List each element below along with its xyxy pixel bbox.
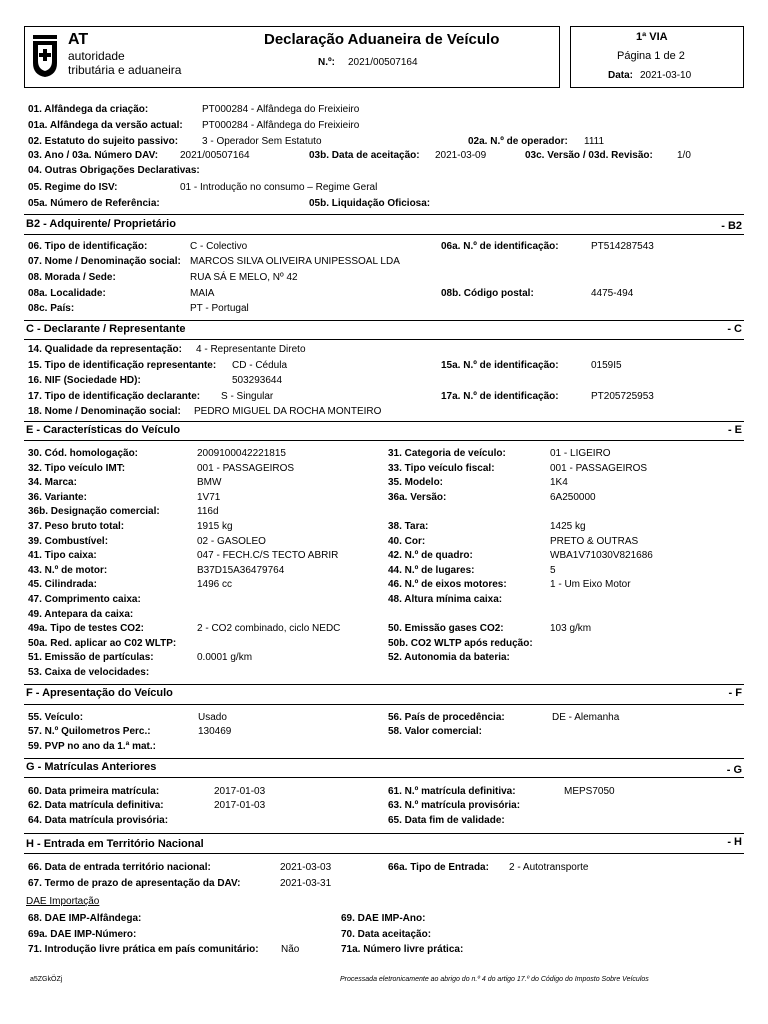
vehicle-row-label-right: 33. Tipo veículo fiscal: xyxy=(388,463,495,474)
field-06-value: C - Colectivo xyxy=(190,241,248,252)
field-64-label: 64. Data matrícula provisória: xyxy=(28,815,169,826)
vehicle-row-label-right: 31. Categoria de veículo: xyxy=(388,448,506,459)
date-value: 2021-03-10 xyxy=(640,70,692,81)
field-08c-value: PT - Portugal xyxy=(190,303,249,314)
vehicle-row-label-left: 51. Emissão de partículas: xyxy=(28,652,154,663)
field-68-label: 68. DAE IMP-Alfândega: xyxy=(28,913,142,924)
field-65-label: 65. Data fim de validade: xyxy=(388,815,505,826)
vehicle-row-value-left: 2009100042221815 xyxy=(197,448,286,459)
vehicle-row-label-left: 50a. Red. aplicar ao C02 WLTP: xyxy=(28,638,177,649)
field-16-value: 503293644 xyxy=(232,375,283,386)
section-h-code: - H xyxy=(727,836,742,848)
vehicle-row-label-left: 34. Marca: xyxy=(28,477,77,488)
field-01-value: PT000284 - Alfândega do Freixieiro xyxy=(202,104,360,115)
field-62-label: 62. Data matrícula definitiva: xyxy=(28,800,164,811)
date-label: Data: xyxy=(608,70,634,81)
number-label: N.º: xyxy=(318,57,335,68)
field-01a-label: 01a. Alfândega da versão actual: xyxy=(28,120,183,131)
section-f-code: - F xyxy=(728,687,742,699)
field-60-value: 2017-01-03 xyxy=(214,786,266,797)
field-70-label: 70. Data aceitação: xyxy=(341,929,432,940)
vehicle-row-label-right: 36a. Versão: xyxy=(388,492,447,503)
field-57-label: 57. N.º Quilometros Perc.: xyxy=(28,726,151,737)
field-02a-label: 02a. N.º de operador: xyxy=(468,136,568,147)
vehicle-row-value-right: PRETO & OUTRAS xyxy=(550,536,639,547)
vehicle-row-label-left: 45. Cilindrada: xyxy=(28,579,97,590)
field-69-label: 69. DAE IMP-Ano: xyxy=(341,913,426,924)
vehicle-row-value-right: 103 g/km xyxy=(550,623,592,634)
field-02-label: 02. Estatuto do sujeito passivo: xyxy=(28,136,179,147)
footer-note: Processada eletronicamente ao abrigo do n.º 4 do artigo 17.º do Código do Imposto Sobre Veículos xyxy=(340,976,649,983)
field-55-label: 55. Veículo: xyxy=(28,712,84,723)
field-15a-value: 0159I5 xyxy=(591,360,622,371)
vehicle-row-value-right: 001 - PASSAGEIROS xyxy=(550,463,648,474)
vehicle-row-label-right: 38. Tara: xyxy=(388,521,429,532)
field-07-value: MARCOS SILVA OLIVEIRA UNIPESSOAL LDA xyxy=(190,256,400,267)
vehicle-row-value-right: 5 xyxy=(550,565,556,576)
field-08-value: RUA SÁ E MELO, Nº 42 xyxy=(190,272,298,283)
field-08c-label: 08c. País: xyxy=(28,303,75,314)
vehicle-row-value-left: 0.0001 g/km xyxy=(197,652,253,663)
vehicle-row-value-left: 001 - PASSAGEIROS xyxy=(197,463,295,474)
vehicle-row-label-left: 49a. Tipo de testes CO2: xyxy=(28,623,144,634)
divider-h xyxy=(24,833,744,834)
field-08a-label: 08a. Localidade: xyxy=(28,288,106,299)
field-17-value: S - Singular xyxy=(221,391,274,402)
logo-mark: AT xyxy=(68,31,89,48)
vehicle-row-value-left: BMW xyxy=(197,477,222,488)
field-17a-label: 17a. N.º de identificação: xyxy=(441,391,559,402)
divider-g xyxy=(24,758,744,759)
footer-code: a5ZGkÖZj xyxy=(30,976,63,983)
field-15a-label: 15a. N.º de identificação: xyxy=(441,360,559,371)
vehicle-row-label-left: 41. Tipo caixa: xyxy=(28,550,97,561)
field-59-label: 59. PVP no ano da 1.ª mat.: xyxy=(28,741,156,752)
field-08-label: 08. Morada / Sede: xyxy=(28,272,116,283)
divider-c-bottom xyxy=(24,339,744,340)
vehicle-row-value-left: 116d xyxy=(197,506,219,517)
field-03-label: 03. Ano / 03a. Número DAV: xyxy=(28,150,159,161)
vehicle-row-label-right: 44. N.º de lugares: xyxy=(388,565,475,576)
field-66a-value: 2 - Autotransporte xyxy=(509,862,589,873)
field-69a-label: 69a. DAE IMP-Número: xyxy=(28,929,137,940)
divider-b2 xyxy=(24,214,744,215)
vehicle-row-value-left: 1496 cc xyxy=(197,579,233,590)
field-56-value: DE - Alemanha xyxy=(552,712,620,723)
field-08b-label: 08b. Código postal: xyxy=(441,288,534,299)
field-03c-label: 03c. Versão / 03d. Revisão: xyxy=(525,150,653,161)
field-04-label: 04. Outras Obrigações Declarativas: xyxy=(28,165,200,176)
vehicle-row-label-right: 50b. CO2 WLTP após redução: xyxy=(388,638,533,649)
field-66a-label: 66a. Tipo de Entrada: xyxy=(388,862,489,873)
field-15-label: 15. Tipo de identificação representante: xyxy=(28,360,217,371)
field-02-value: 3 - Operador Sem Estatuto xyxy=(202,136,322,147)
at-logo xyxy=(30,33,210,83)
field-18-label: 18. Nome / Denominação social: xyxy=(28,406,181,417)
page-indicator: Página 1 de 2 xyxy=(617,50,685,62)
page-title: Declaração Aduaneira de Veículo xyxy=(264,31,500,48)
field-06a-value: PT514287543 xyxy=(591,241,654,252)
field-14-label: 14. Qualidade da representação: xyxy=(28,344,182,355)
section-e-title: E - Características do Veículo xyxy=(26,424,181,436)
field-03c-value: 1/0 xyxy=(677,150,691,161)
field-58-label: 58. Valor comercial: xyxy=(388,726,482,737)
field-62-value: 2017-01-03 xyxy=(214,800,266,811)
field-57-value: 130469 xyxy=(198,726,232,737)
section-b2-code: - B2 xyxy=(721,220,742,232)
vehicle-row-label-right: 40. Cor: xyxy=(388,536,426,547)
field-60-label: 60. Data primeira matrícula: xyxy=(28,786,160,797)
field-63-label: 63. N.º matrícula provisória: xyxy=(388,800,521,811)
field-08b-value: 4475-494 xyxy=(591,288,634,299)
field-67-label: 67. Termo de prazo de apresentação da DAV: xyxy=(28,878,241,889)
dae-import-title: DAE Importação xyxy=(26,896,100,907)
field-03b-label: 03b. Data de aceitação: xyxy=(309,150,420,161)
vehicle-row-label-left: 43. N.º de motor: xyxy=(28,565,108,576)
field-05b-label: 05b. Liquidação Oficiosa: xyxy=(309,198,431,209)
vehicle-row-label-left: 47. Comprimento caixa: xyxy=(28,594,141,605)
vehicle-row-value-right: 1 - Um Eixo Motor xyxy=(550,579,631,590)
section-c-title: C - Declarante / Representante xyxy=(26,323,186,335)
field-08a-value: MAIA xyxy=(190,288,215,299)
field-01a-value: PT000284 - Alfândega do Freixieiro xyxy=(202,120,360,131)
divider-b2-bottom xyxy=(24,234,744,235)
divider-e xyxy=(24,421,744,422)
vehicle-row-label-right: 52. Autonomia da bateria: xyxy=(388,652,510,663)
field-05a-label: 05a. Número de Referência: xyxy=(28,198,160,209)
field-06-label: 06. Tipo de identificação: xyxy=(28,241,148,252)
vehicle-row-label-left: 30. Cód. homologação: xyxy=(28,448,139,459)
vehicle-row-label-left: 39. Combustível: xyxy=(28,536,109,547)
divider-g-bottom xyxy=(24,777,744,778)
vehicle-row-label-left: 37. Peso bruto total: xyxy=(28,521,125,532)
number-value: 2021/00507164 xyxy=(348,57,418,68)
vehicle-row-label-right: 46. N.º de eixos motores: xyxy=(388,579,507,590)
field-16-label: 16. NIF (Sociedade HD): xyxy=(28,375,141,386)
field-14-value: 4 - Representante Direto xyxy=(196,344,306,355)
vehicle-row-value-left: 02 - GASOLEO xyxy=(197,536,266,547)
field-03b-value: 2021-03-09 xyxy=(435,150,487,161)
field-71-label: 71. Introdução livre prática em país comunitário: xyxy=(28,944,259,955)
vehicle-row-value-right: 6A250000 xyxy=(550,492,596,503)
section-b2-title: B2 - Adquirente/ Proprietário xyxy=(26,218,176,230)
section-c-code: - C xyxy=(727,323,742,335)
vehicle-row-value-right: WBA1V71030V821686 xyxy=(550,550,653,561)
field-07-label: 07. Nome / Denominação social: xyxy=(28,256,181,267)
vehicle-row-label-left: 36b. Designação comercial: xyxy=(28,506,160,517)
divider-e-bottom xyxy=(24,440,744,441)
section-g-title: G - Matrículas Anteriores xyxy=(26,761,157,773)
field-05-label: 05. Regime do ISV: xyxy=(28,182,118,193)
vehicle-row-value-left: 047 - FECH.C/S TECTO ABRIR xyxy=(197,550,339,561)
field-66-label: 66. Data de entrada território nacional: xyxy=(28,862,211,873)
field-71a-label: 71a. Número livre prática: xyxy=(341,944,464,955)
logo-line1: autoridade xyxy=(68,49,125,63)
vehicle-row-value-right: 01 - LIGEIRO xyxy=(550,448,611,459)
divider-f-bottom xyxy=(24,704,744,705)
vehicle-row-value-left: 1915 kg xyxy=(197,521,233,532)
field-18-value: PEDRO MIGUEL DA ROCHA MONTEIRO xyxy=(194,406,382,417)
vehicle-row-label-left: 36. Variante: xyxy=(28,492,87,503)
vehicle-row-label-right: 35. Modelo: xyxy=(388,477,444,488)
field-71-value: Não xyxy=(281,944,300,955)
vehicle-row-label-right: 48. Altura mínima caixa: xyxy=(388,594,503,605)
field-55-value: Usado xyxy=(198,712,227,723)
section-e-code: - E xyxy=(727,424,742,436)
vehicle-row-value-left: 2 - CO2 combinado, ciclo NEDC xyxy=(197,623,341,634)
field-15-value: CD - Cédula xyxy=(232,360,288,371)
field-05-value: 01 - Introdução no consumo – Regime Geral xyxy=(180,182,378,193)
field-61-label: 61. N.º matrícula definitiva: xyxy=(388,786,516,797)
vehicle-row-value-right: 1425 kg xyxy=(550,521,586,532)
vehicle-row-value-right: 1K4 xyxy=(550,477,568,488)
divider-f xyxy=(24,684,744,685)
field-67-value: 2021-03-31 xyxy=(280,878,332,889)
field-06a-label: 06a. N.º de identificação: xyxy=(441,241,559,252)
section-f-title: F - Apresentação do Veículo xyxy=(26,687,173,699)
logo-line2: tributária e aduaneira xyxy=(68,63,182,77)
vehicle-row-label-right: 42. N.º de quadro: xyxy=(388,550,473,561)
field-01-label: 01. Alfândega da criação: xyxy=(28,104,149,115)
vehicle-row-value-left: B37D15A36479764 xyxy=(197,565,285,576)
section-h-title: H - Entrada em Território Nacional xyxy=(26,838,204,850)
section-g-code: - G xyxy=(726,764,742,776)
field-17a-value: PT205725953 xyxy=(591,391,654,402)
field-03-value: 2021/00507164 xyxy=(180,150,250,161)
via-label: 1ª VIA xyxy=(636,31,668,43)
divider-c xyxy=(24,320,744,321)
divider-h-bottom xyxy=(24,853,744,854)
field-17-label: 17. Tipo de identificação declarante: xyxy=(28,391,201,402)
field-61-value: MEPS7050 xyxy=(564,786,615,797)
vehicle-row-label-left: 49. Antepara da caixa: xyxy=(28,609,134,620)
vehicle-row-label-right: 50. Emissão gases CO2: xyxy=(388,623,504,634)
field-56-label: 56. País de procedência: xyxy=(388,712,505,723)
field-66-value: 2021-03-03 xyxy=(280,862,332,873)
vehicle-row-label-left: 32. Tipo veículo IMT: xyxy=(28,463,126,474)
vehicle-row-label-left: 53. Caixa de velocidades: xyxy=(28,667,150,678)
field-02a-value: 1111 xyxy=(584,136,605,147)
coat-of-arms-icon xyxy=(30,33,60,79)
vehicle-row-value-left: 1V71 xyxy=(197,492,221,503)
